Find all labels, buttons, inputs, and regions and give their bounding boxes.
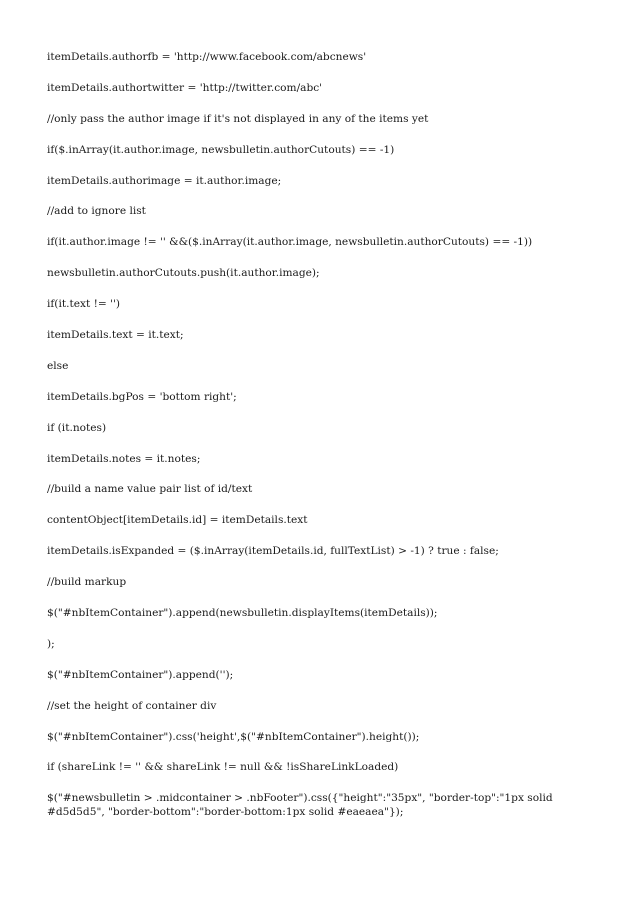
code-comment: //set the height of container div	[47, 699, 217, 712]
code-line: $("#nbItemContainer").append('');	[47, 668, 234, 681]
code-line: if(it.author.image != '' &&($.inArray(it.author.image, newsbulletin.authorCutouts) == -1))	[47, 236, 533, 249]
code-line: $("#newsbulletin > .midcontainer > .nbFooter").css({"height":"35px", "border-top":"1px solid #d5d5d5", "border-bottom":"border-bottom:1px solid #eaeaea"});	[47, 792, 557, 819]
code-line: newsbulletin.authorCutouts.push(it.author.image);	[47, 267, 320, 280]
code-line: itemDetails.isExpanded = ($.inArray(itemDetails.id, fullTextList) > -1) ? true : false;	[47, 545, 499, 558]
code-line: else	[47, 359, 69, 372]
code-lines	[47, 50, 607, 819]
code-line: itemDetails.text = it.text;	[47, 329, 184, 342]
code-line: $("#nbItemContainer").append(newsbulletin.displayItems(itemDetails));	[47, 607, 438, 620]
code-line: contentObject[itemDetails.id] = itemDetails.text	[47, 514, 308, 527]
code-comment: //only pass the author image if it's not displayed in any of the items yet	[47, 112, 429, 125]
code-line: itemDetails.bgPos = 'bottom right';	[47, 390, 237, 403]
code-line: );	[47, 637, 55, 650]
code-line: if(it.text != '')	[47, 298, 121, 311]
code-line: if (it.notes)	[47, 421, 107, 434]
code-line: itemDetails.authortwitter = 'http://twitter.com/abc'	[47, 81, 323, 94]
code-comment: //add to ignore list	[47, 205, 146, 218]
code-line: itemDetails.authorimage = it.author.image;	[47, 174, 282, 187]
code-line: $("#nbItemContainer").css('height',$("#nbItemContainer").height());	[47, 730, 420, 743]
code-line: if($.inArray(it.author.image, newsbulletin.authorCutouts) == -1)	[47, 143, 395, 156]
code-line: itemDetails.notes = it.notes;	[47, 452, 201, 465]
code-line: itemDetails.authorfb = 'http://www.facebook.com/abcnews'	[47, 51, 367, 63]
code-line: if (shareLink != '' && shareLink != null && !isShareLinkLoaded)	[47, 761, 399, 774]
code-comment: //build markup	[47, 576, 127, 589]
code-comment: //build a name value pair list of id/text	[47, 483, 253, 496]
